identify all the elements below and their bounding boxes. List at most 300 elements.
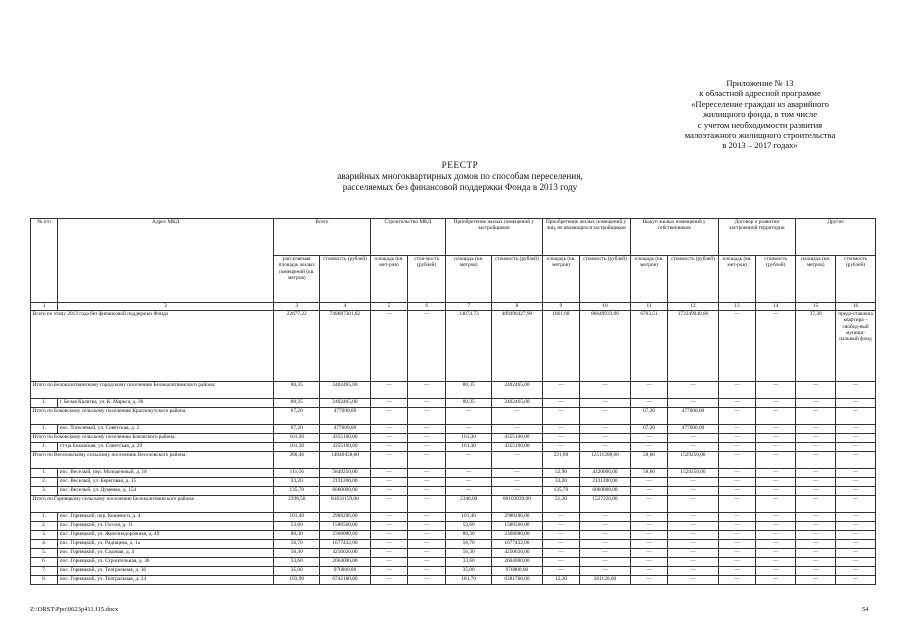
row-value-cell: 4250620,00 — [320, 549, 370, 558]
row-value-cell: — — [408, 399, 446, 408]
row-value-cell: — — [836, 478, 876, 487]
row-number-cell: 1. — [31, 469, 58, 478]
row-address-cell: пос. Горняцкий, ул. Гоголя, д. 11 — [58, 522, 274, 531]
row-value-cell: — — [630, 567, 668, 576]
row-value-cell: 4250620,00 — [492, 549, 542, 558]
subheader-cell: стоимость (рублей) — [492, 256, 542, 303]
row-value-cell: — — [756, 540, 796, 549]
row-value-cell: — — [718, 487, 756, 496]
row-value-cell: 81631159,00 — [320, 496, 370, 513]
row-value-cell: 2402465,00 — [492, 399, 542, 408]
row-value-cell: — — [408, 496, 446, 513]
row-value-cell: — — [756, 408, 796, 425]
table-row — [31, 558, 876, 567]
row-value-cell: 4355100,00 — [320, 434, 370, 443]
row-value-cell: — — [668, 478, 718, 487]
row-value-cell: — — [580, 540, 630, 549]
row-value-cell: — — [718, 443, 756, 452]
row-number-cell: 1. — [31, 399, 58, 408]
page-number: 54 — [862, 606, 869, 613]
row-value-cell: — — [408, 522, 446, 531]
row-value-cell: — — [408, 540, 446, 549]
row-value-cell: — — [756, 452, 796, 469]
row-value-cell: — — [370, 487, 408, 496]
row-value-cell: 2664000,00 — [492, 558, 542, 567]
row-number-cell: 2. — [31, 478, 58, 487]
row-value-cell: — — [796, 434, 836, 443]
row-value-cell: — — [756, 567, 796, 576]
row-value-cell: 56,70 — [446, 540, 492, 549]
row-value-cell: — — [370, 549, 408, 558]
row-value-cell: — — [446, 452, 492, 469]
row-value-cell: — — [836, 452, 876, 469]
row-value-cell: — — [718, 513, 756, 522]
row-value-cell: — — [542, 434, 580, 443]
column-number-cell: 12 — [668, 303, 718, 311]
row-value-cell: — — [756, 496, 796, 513]
row-value-cell: 33,60 — [446, 558, 492, 567]
header-cell-number: № п/п — [31, 219, 58, 303]
table-row — [31, 399, 876, 408]
row-value-cell: — — [796, 382, 836, 399]
row-value-cell: 1586560,00 — [492, 522, 542, 531]
row-value-cell: — — [446, 487, 492, 496]
subheader-cell: стоимость (рублей) — [320, 256, 370, 303]
table-row — [31, 469, 876, 478]
column-number-cell: 13 — [718, 303, 756, 311]
row-value-cell: 58,66 — [630, 452, 668, 469]
row-value-cell: 80,30 — [446, 531, 492, 540]
row-number-cell: 3. — [31, 531, 58, 540]
row-value-cell: — — [408, 549, 446, 558]
row-value-cell: — — [668, 382, 718, 399]
row-value-cell: — — [668, 496, 718, 513]
appendix-line: с учетом необходимости развития — [697, 119, 823, 130]
column-number-cell: 6 — [408, 303, 446, 311]
row-value-cell: — — [630, 496, 668, 513]
row-number-cell: 1. — [31, 443, 58, 452]
row-value-cell: 976800,00 — [320, 567, 370, 576]
table-row — [31, 311, 876, 382]
row-value-cell: — — [446, 425, 492, 434]
row-value-cell: — — [492, 487, 542, 496]
row-value-cell: 1529250,00 — [668, 452, 718, 469]
row-value-cell: — — [580, 567, 630, 576]
row-value-cell: — — [668, 549, 718, 558]
row-value-cell: 67,20 — [630, 408, 668, 425]
header-cell-purchase-nondevelopers: Приобретение жилых помещений у лиц, не являющихся застройщиком — [542, 219, 630, 256]
row-value-cell: — — [630, 558, 668, 567]
row-value-cell: — — [718, 496, 756, 513]
row-total-label: Итого по Боковскому сельскому поселению Боковского района: — [31, 434, 274, 443]
appendix-line: «Переселение граждан из аварийного — [691, 98, 829, 109]
row-value-cell: — — [836, 496, 876, 513]
subheader-cell: стои-мость (рублей) — [408, 256, 446, 303]
column-number-cell: 11 — [630, 303, 668, 311]
row-number-cell: 1. — [31, 425, 58, 434]
table-row — [31, 382, 876, 399]
row-value-cell: — — [370, 382, 408, 399]
row-value-cell: 1586560,00 — [320, 522, 370, 531]
row-value-cell: — — [796, 522, 836, 531]
header-cell-development-agreement: Договор о развитии застроенной территории — [718, 219, 796, 256]
row-value-cell: — — [370, 399, 408, 408]
row-value-cell: — — [718, 478, 756, 487]
row-value-cell: 53,60 — [274, 522, 320, 531]
row-value-cell: 6742180,00 — [320, 576, 370, 585]
row-value-cell: — — [492, 469, 542, 478]
row-value-cell: — — [836, 549, 876, 558]
row-value-cell: — — [796, 443, 836, 452]
row-value-cell: — — [630, 576, 668, 585]
row-value-cell: — — [580, 399, 630, 408]
row-address-cell: пос. Горняцкий, ул. Радищева, д. 1а — [58, 540, 274, 549]
row-address-cell: пос. Веселый, ул. Береговая, д. 15 — [58, 478, 274, 487]
row-value-cell: 52,90 — [542, 469, 580, 478]
row-value-cell: 80103939,00 — [492, 496, 542, 513]
row-value-cell: — — [370, 443, 408, 452]
footer-file-path: Z:\ORST\Ppo\0623p411.f15.docx — [30, 606, 119, 613]
row-value-cell: 2340,00 — [446, 496, 492, 513]
row-value-cell: — — [796, 478, 836, 487]
row-value-cell: — — [370, 434, 408, 443]
row-value-cell: — — [718, 540, 756, 549]
row-value-cell: — — [492, 478, 542, 487]
row-total-label: Итого по Веселовскому сельскому поселению Веселовского района: — [31, 452, 274, 469]
row-value-cell: — — [370, 513, 408, 522]
row-value-cell: 2368080,00 — [492, 531, 542, 540]
row-value-cell: — — [408, 469, 446, 478]
table-row — [31, 531, 876, 540]
row-value-cell: 2402465,00 — [320, 382, 370, 399]
row-value-cell: — — [408, 567, 446, 576]
row-value-cell: — — [630, 478, 668, 487]
row-address-cell: пос. Горняцкий, ул. Железнодорожная, д. 49 — [58, 531, 274, 540]
row-value-cell: — — [756, 531, 796, 540]
subheader-cell: площадь (кв. метров) — [796, 256, 836, 303]
row-value-cell: — — [668, 531, 718, 540]
row-value-cell: — — [542, 558, 580, 567]
column-number-cell: 16 — [836, 303, 876, 311]
row-value-cell: — — [370, 567, 408, 576]
row-value-cell: — — [836, 522, 876, 531]
row-value-cell: 477000,00 — [320, 425, 370, 434]
table-row — [31, 549, 876, 558]
row-number-cell: 3. — [31, 487, 58, 496]
row-value-cell: — — [408, 311, 446, 382]
row-value-cell: — — [630, 434, 668, 443]
row-value-cell: 67,20 — [630, 425, 668, 434]
row-value-cell: 35,00 — [274, 567, 320, 576]
header-row — [31, 219, 876, 256]
row-value-cell: 2402465,00 — [492, 382, 542, 399]
row-value-cell: — — [370, 425, 408, 434]
row-value-cell: 56,30 — [274, 549, 320, 558]
row-value-cell: — — [718, 408, 756, 425]
title-subline: расселяемых без финансовой поддержки Фонда в 2013 году — [342, 182, 578, 192]
row-value-cell: — — [370, 469, 408, 478]
row-value-cell: — — [796, 399, 836, 408]
row-number-cell: 1. — [31, 513, 58, 522]
row-value-cell: — — [718, 425, 756, 434]
table-row — [31, 452, 876, 469]
row-value-cell: — — [796, 531, 836, 540]
row-value-cell: — — [756, 478, 796, 487]
title-subline: аварийных многоквартирных домов по способам переселения, — [337, 171, 583, 181]
row-value-cell: 37,30 — [796, 311, 836, 382]
row-value-cell: — — [542, 522, 580, 531]
registry-body — [31, 311, 876, 585]
column-number-cell: 15 — [796, 303, 836, 311]
row-value-cell: 33,20 — [274, 478, 320, 487]
row-value-cell: — — [370, 576, 408, 585]
row-value-cell: — — [718, 311, 756, 382]
row-value-cell: — — [542, 531, 580, 540]
row-value-cell: — — [796, 425, 836, 434]
row-value-cell: — — [408, 434, 446, 443]
row-value-cell: 161,30 — [274, 434, 320, 443]
row-value-cell: 53,60 — [446, 522, 492, 531]
row-value-cell: 14074,73 — [446, 311, 492, 382]
row-value-cell: — — [446, 408, 492, 425]
row-value-cell: 181,70 — [446, 576, 492, 585]
column-number-cell: 3 — [274, 303, 320, 311]
row-value-cell: 477000,00 — [668, 408, 718, 425]
row-value-cell: 101,40 — [274, 513, 320, 522]
row-value-cell: — — [542, 382, 580, 399]
row-value-cell: — — [580, 513, 630, 522]
row-value-cell: 135,70 — [274, 487, 320, 496]
row-value-cell: — — [580, 443, 630, 452]
row-value-cell: — — [796, 408, 836, 425]
row-value-cell: 56,70 — [274, 540, 320, 549]
row-value-cell: — — [408, 513, 446, 522]
row-address-cell: пос. Горняцкий, пер. Кошевого, д. 4 — [58, 513, 274, 522]
row-value-cell: 2664000,00 — [320, 558, 370, 567]
row-value-cell: 221,80 — [542, 452, 580, 469]
row-total-label: Итого по Белокалитвинскому городскому поселению Белокалитвинского района: — [31, 382, 274, 399]
row-value-cell: 173349940,86 — [668, 311, 718, 382]
row-value-cell: 6060008,00 — [320, 487, 370, 496]
row-value-cell: — — [408, 452, 446, 469]
row-value-cell: — — [756, 399, 796, 408]
row-total-label: Итого по Горняцкому сельскому поселению Белокалитвинского района: — [31, 496, 274, 513]
table-row — [31, 408, 876, 425]
row-value-cell: — — [668, 567, 718, 576]
row-value-cell: 14040458,00 — [320, 452, 370, 469]
row-address-cell: пос. Горняцкий, ул. Театральная, д. 36 — [58, 567, 274, 576]
row-value-cell: — — [796, 496, 836, 513]
row-value-cell: 80,35 — [446, 399, 492, 408]
row-value-cell: — — [718, 434, 756, 443]
column-number-cell: 1 — [31, 303, 58, 311]
appendix-line: малоэтажного жилищного строительства — [684, 130, 836, 141]
row-value-cell: — — [408, 443, 446, 452]
row-value-cell: 6060008,00 — [580, 487, 630, 496]
row-value-cell: — — [836, 408, 876, 425]
row-value-cell: 193,90 — [274, 576, 320, 585]
row-value-cell: — — [718, 452, 756, 469]
row-value-cell: — — [446, 478, 492, 487]
row-number-cell: 6. — [31, 558, 58, 567]
row-value-cell: 101,40 — [446, 513, 492, 522]
row-value-cell: 22677,22 — [274, 311, 320, 382]
row-value-cell: — — [630, 531, 668, 540]
column-number-cell: 9 — [542, 303, 580, 311]
row-value-cell: 4355100,00 — [320, 443, 370, 452]
row-value-cell: 6381760,00 — [492, 576, 542, 585]
row-value-cell: 280,46 — [274, 452, 320, 469]
header-cell-construction: Строительство МКД — [370, 219, 445, 256]
row-value-cell: — — [836, 576, 876, 585]
appendix-line: Приложение № 13 — [726, 78, 794, 88]
table-row — [31, 425, 876, 434]
table-row — [31, 567, 876, 576]
row-value-cell: — — [580, 549, 630, 558]
subheader-cell: площадь (кв. метров) — [542, 256, 580, 303]
column-number-row — [31, 303, 876, 311]
row-number-cell: 7. — [31, 567, 58, 576]
table-row — [31, 576, 876, 585]
row-value-cell: 4355100,00 — [492, 443, 542, 452]
row-value-cell: — — [370, 311, 408, 382]
row-value-cell: — — [492, 408, 542, 425]
row-value-cell: — — [668, 434, 718, 443]
row-value-cell: 477000,00 — [320, 408, 370, 425]
row-value-cell: — — [756, 522, 796, 531]
row-value-cell: — — [718, 469, 756, 478]
row-value-cell: 2988206,00 — [320, 513, 370, 522]
row-value-cell: — — [408, 531, 446, 540]
row-value-cell: — — [796, 567, 836, 576]
header-cell-other: Другие — [796, 219, 876, 256]
row-value-cell: — — [668, 513, 718, 522]
row-address-cell: пос. Веселый, пер. Молодежный, д. 18 — [58, 469, 274, 478]
column-number-cell: 8 — [492, 303, 542, 311]
row-value-cell: — — [542, 540, 580, 549]
subheader-cell: расселяемая площадь жилых помещений (кв. метров) — [274, 256, 320, 303]
row-value-cell: — — [630, 443, 668, 452]
row-value-cell: — — [408, 478, 446, 487]
row-value-cell: — — [630, 549, 668, 558]
row-value-cell: 80,35 — [446, 382, 492, 399]
column-number-cell: 7 — [446, 303, 492, 311]
row-value-cell: — — [836, 399, 876, 408]
row-value-cell: — — [542, 408, 580, 425]
header-cell-total: Всего — [274, 219, 370, 256]
row-value-cell: — — [756, 558, 796, 567]
row-value-cell: 161,30 — [446, 443, 492, 452]
row-value-cell: — — [492, 452, 542, 469]
row-value-cell: — — [718, 576, 756, 585]
row-value-cell: 56,30 — [446, 549, 492, 558]
row-value-cell: — — [542, 425, 580, 434]
row-address-cell: пос. Горняцкий, ул. Театральная, д. 24 — [58, 576, 274, 585]
table-row — [31, 522, 876, 531]
row-value-cell: 4355100,00 — [492, 434, 542, 443]
subheader-cell: стоимость (рублей) — [580, 256, 630, 303]
row-value-cell: — — [718, 522, 756, 531]
row-value-cell: — — [718, 382, 756, 399]
row-value-cell: — — [756, 487, 796, 496]
row-value-cell: — — [668, 522, 718, 531]
row-value-cell: — — [542, 567, 580, 576]
row-value-cell: предо-ставлена квартира – свобод-ный муници-пальный фонд — [836, 311, 876, 382]
row-value-cell: — — [408, 576, 446, 585]
row-value-cell: 12,20 — [542, 576, 580, 585]
header-cell-address: Адрес МКД — [58, 219, 274, 303]
row-value-cell: 67,20 — [274, 408, 320, 425]
row-value-cell: — — [580, 382, 630, 399]
row-address-cell: пос. Горняцкий, ул. Садовая, д. 4 — [58, 549, 274, 558]
row-value-cell: — — [542, 399, 580, 408]
row-value-cell: — — [580, 531, 630, 540]
row-value-cell: — — [836, 487, 876, 496]
row-value-cell: — — [370, 478, 408, 487]
row-value-cell: 161,30 — [274, 443, 320, 452]
row-value-cell: — — [408, 382, 446, 399]
row-value-cell: — — [668, 443, 718, 452]
row-value-cell: 86649933,06 — [580, 311, 630, 382]
row-value-cell: — — [630, 487, 668, 496]
row-value-cell: 12511208,00 — [580, 452, 630, 469]
row-total-label: Итого по Боковскому сельскому поселению Краснокутского района: — [31, 408, 274, 425]
row-value-cell: 1861,68 — [542, 311, 580, 382]
column-number-cell: 5 — [370, 303, 408, 311]
column-number-cell: 14 — [756, 303, 796, 311]
table-row — [31, 513, 876, 522]
row-value-cell: — — [408, 408, 446, 425]
row-value-cell: — — [630, 522, 668, 531]
row-value-cell: — — [756, 513, 796, 522]
row-value-cell: — — [836, 540, 876, 549]
column-number-cell: 4 — [320, 303, 370, 311]
row-value-cell: — — [836, 382, 876, 399]
header-cell-buyout: Выкуп жилых помещений у собственников — [630, 219, 718, 256]
appendix-line: жилищного фонда, в том числе — [702, 109, 818, 120]
table-row — [31, 487, 876, 496]
row-value-cell: — — [542, 549, 580, 558]
row-value-cell: 1677432,00 — [320, 540, 370, 549]
row-value-cell: — — [370, 522, 408, 531]
row-value-cell: — — [796, 549, 836, 558]
row-value-cell: 1529250,00 — [668, 469, 718, 478]
row-value-cell: — — [408, 487, 446, 496]
row-value-cell: 2368080,00 — [320, 531, 370, 540]
row-value-cell: 2402465,00 — [320, 399, 370, 408]
row-value-cell: 2988206,00 — [492, 513, 542, 522]
subheader-cell: площадь (кв. мет-ров) — [718, 256, 756, 303]
row-value-cell: — — [756, 469, 796, 478]
row-value-cell: — — [718, 558, 756, 567]
row-value-cell: — — [756, 425, 796, 434]
row-value-cell: — — [836, 469, 876, 478]
row-value-cell: — — [796, 576, 836, 585]
table-row — [31, 478, 876, 487]
row-value-cell: 80,35 — [274, 399, 320, 408]
row-value-cell: 111,56 — [274, 469, 320, 478]
row-value-cell: — — [668, 540, 718, 549]
row-value-cell: — — [796, 513, 836, 522]
table-row — [31, 540, 876, 549]
row-value-cell: — — [756, 311, 796, 382]
row-value-cell: 161,30 — [446, 434, 492, 443]
row-value-cell: — — [836, 425, 876, 434]
row-value-cell: — — [668, 487, 718, 496]
row-value-cell: — — [542, 513, 580, 522]
row-value-cell: — — [446, 469, 492, 478]
row-value-cell: — — [836, 558, 876, 567]
